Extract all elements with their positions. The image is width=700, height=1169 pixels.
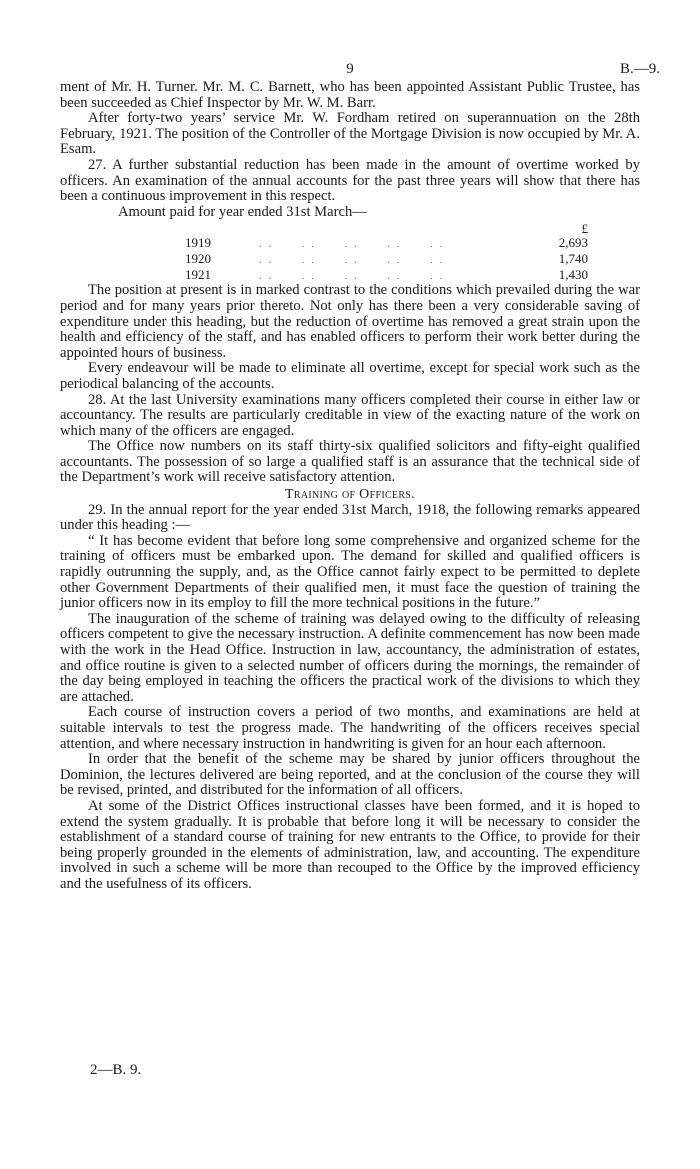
paragraph: 28. At the last University examinations many officers completed their course in either law or accountancy. The results are particularly creditable in view of the exacting nature of the work on which many of the officers are engaged. bbox=[60, 391, 640, 439]
paragraph: The inauguration of the scheme of training was delayed owing to the difficulty of releasing officers competent to give the necessary instruction. A definite commencement has now been made with the work in the Head Office. Instruction in law, accountancy, the administration of estates, and office routine is given to a selected number of officers during the mornings, the remainder of the day being employed in teaching the officers the practical work of the divisions to which they are attached. bbox=[60, 610, 640, 705]
paragraph: At some of the District Offices instructional classes have been formed, and it is hoped to extend the system gradually. It is probable that before long it will be necessary to consider the establishment of a standard course of training for new entrants to the Office, to provide for their being properly grounded in the elements of administration, law, and accounting. The expenditure involved in such a scheme will be more than recouped to the Office by the improved efficiency and the usefulness of its officers. bbox=[60, 797, 640, 892]
overtime-table bbox=[60, 205, 640, 284]
table-row bbox=[60, 235, 640, 251]
paragraph: After forty-two years’ service Mr. W. Fordham retired on superannuation on the 28th February, 1921. The position of the Controller of the Mortgage Division is now occupied by Mr. A. Esam. bbox=[60, 110, 640, 158]
leader-dots: . . . . . . . . . . bbox=[259, 254, 445, 267]
signature-reference: 2—B. 9. bbox=[90, 1062, 142, 1078]
paragraph: ment of Mr. H. Turner. Mr. M. C. Barnett, who has been appointed Assistant Public Trustee, has been succeeded as Chief Inspector by Mr. W. M. Barr. bbox=[60, 79, 640, 111]
document-reference: B.—9. bbox=[619, 61, 660, 77]
year-cell: 1919 bbox=[185, 235, 211, 251]
amount-cell: 1,430 bbox=[558, 267, 588, 283]
paragraph: In order that the benefit of the scheme may be shared by junior officers throughout the Dominion, the lectures delivered are being reported, and at the conclusion of the course they will be revised, printed, and distributed for the information of all officers. bbox=[60, 751, 640, 799]
year-cell: 1920 bbox=[185, 251, 211, 267]
year-cell: 1921 bbox=[185, 267, 211, 283]
paragraph: Every endeavour will be made to eliminate all overtime, except for special work such as the periodical balancing of the accounts. bbox=[60, 360, 640, 392]
table-row bbox=[60, 267, 640, 283]
quoted-paragraph: “ It has become evident that before long some comprehensive and organized scheme for the training of officers must be embarked upon. The demand for skilled and qualified officers is rapidly outrunning the supply, and, as the Office cannot fairly expect to be permitted to deplete other Government Departments of their qualified men, it must face the question of training the junior officers now in its employ to fill the more technical positions in the future.” bbox=[60, 532, 640, 612]
page-body bbox=[60, 80, 640, 893]
currency-symbol: £ bbox=[581, 221, 588, 237]
paragraph: 27. A further substantial reduction has been made in the amount of overtime worked by officers. An examination of the annual accounts for the past three years will show that there has been a continuous improvement in this respect. bbox=[60, 156, 640, 205]
section-heading: Training of Officers. bbox=[285, 487, 415, 503]
paragraph: Each course of instruction covers a period of two months, and examinations are held at suitable intervals to test the progress made. The handwriting of the officers receives special attention, and where necessary instruction in handwriting is given for an hour each afternoon. bbox=[60, 704, 640, 752]
amount-cell: 2,693 bbox=[558, 235, 588, 251]
leader-dots: . . . . . . . . . . bbox=[259, 270, 445, 283]
page-number: 9 bbox=[346, 61, 354, 77]
paragraph: The Office now numbers on its staff thirty-six qualified solicitors and fifty-eight qualified accountants. The possession of so large a qualified staff is an assurance that the technical side of the Department’s work will receive satisfactory attention. bbox=[60, 438, 640, 486]
paragraph: The position at present is in marked contrast to the conditions which prevailed during the war period and for many years prior thereto. Not only has there been a very considerable saving of expenditure under this heading, but the reduction of overtime has removed a great strain upon the health and efficiency of the staff, and has enabled officers to perform their work better during the appointed hours of business. bbox=[60, 282, 640, 361]
leader-dots: . . . . . . . . . . bbox=[259, 238, 445, 251]
paragraph: 29. In the annual report for the year ended 31st March, 1918, the following remarks appeared under this heading :— bbox=[60, 501, 640, 534]
table-row bbox=[60, 251, 640, 267]
table-heading: Amount paid for year ended 31st March— bbox=[118, 203, 367, 220]
amount-cell: 1,740 bbox=[558, 251, 588, 267]
